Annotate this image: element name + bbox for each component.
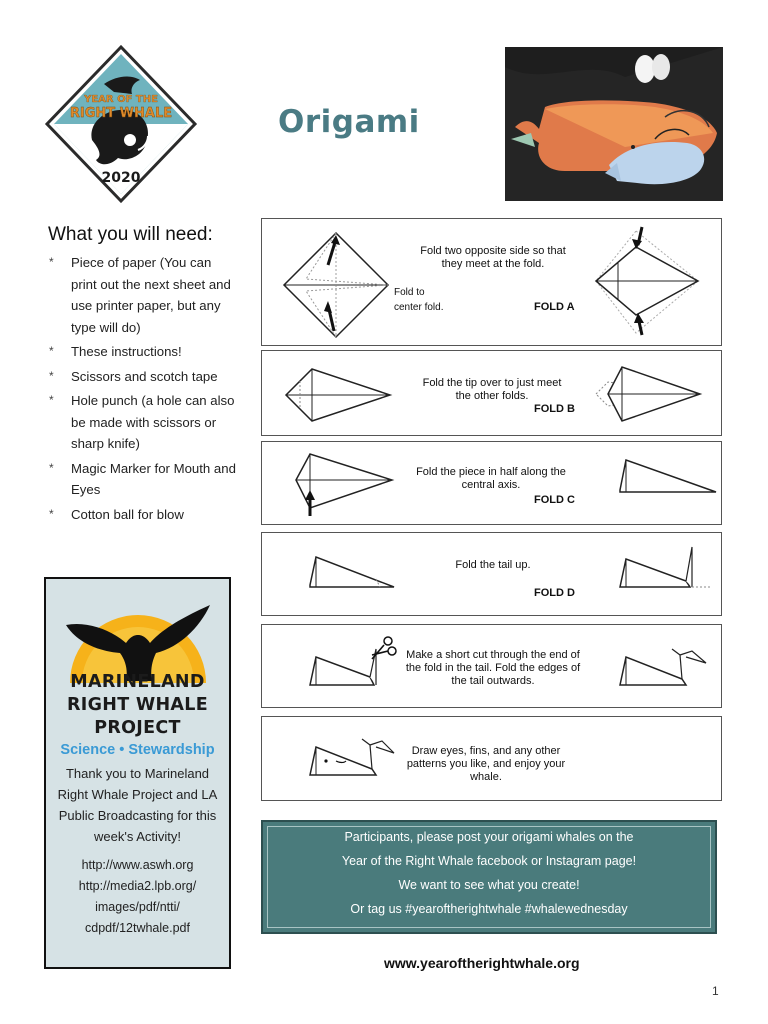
- sponsor-link[interactable]: cdpdf/12twhale.pdf: [85, 921, 190, 935]
- fold-c-text: Fold the piece in half along the central axis.: [416, 466, 566, 491]
- sponsor-name: MARINELAND RIGHT WHALE PROJECT: [67, 672, 208, 738]
- fold-d-text: Fold the tail up.: [455, 559, 531, 571]
- year-of-right-whale-badge: [44, 44, 198, 204]
- sponsor-links: [52, 855, 223, 939]
- bullet-icon: *: [49, 344, 54, 358]
- sponsor-link[interactable]: http://www.aswh.org: [81, 858, 194, 872]
- marineland-logo: [60, 591, 216, 683]
- fold-b-after-diagram: [590, 361, 704, 427]
- fold-a-after-diagram: [588, 223, 708, 341]
- website-link[interactable]: www.yearoftherightwhale.org: [384, 955, 580, 971]
- cut-before-diagram: [304, 633, 400, 691]
- needs-item: * Piece of paper (You can print out the next sheet and use printer paper, but any type will do): [48, 252, 238, 338]
- page-number: 1: [712, 984, 719, 998]
- cta-line: Or tag us #yearoftherightwhale #whalewednesday: [350, 902, 628, 916]
- needs-item: * Scissors and scotch tape: [48, 366, 238, 388]
- cta-line: We want to see what you create!: [398, 878, 580, 892]
- fold-a-text: Fold two opposite side so that they meet at the fold.: [420, 245, 566, 270]
- fold-d-after-diagram: [614, 543, 714, 595]
- fold-d-label: FOLD D: [534, 587, 575, 599]
- final-whale-diagram: [304, 735, 400, 781]
- fold-b-text: Fold the tip over to just meet the other folds.: [422, 377, 562, 402]
- cta-line: Participants, please post your origami whales on the: [344, 830, 634, 844]
- badge-line2: RIGHT WHALE: [69, 106, 173, 121]
- bullet-icon: *: [49, 460, 54, 475]
- bullet-icon: *: [49, 393, 54, 407]
- fold-step-cut: [261, 624, 722, 708]
- fold-step-b: [261, 350, 722, 436]
- needs-item: * Hole punch (a hole can also be made with scissors or sharp knife): [48, 390, 238, 455]
- origami-whale-photo: [505, 47, 723, 201]
- fold-a-before-diagram: [276, 225, 396, 341]
- fold-c-after-diagram: [612, 454, 720, 498]
- sponsor-thanks: Thank you to Marineland Right Whale Project and LA Public Broadcasting for this week's Activity!: [57, 766, 218, 844]
- fold-step-a: [261, 218, 722, 346]
- needs-item: * Magic Marker for Mouth and Eyes: [48, 458, 238, 501]
- needs-item: * These instructions!: [48, 341, 238, 363]
- bullet-icon: *: [49, 506, 54, 521]
- fold-step-final: [261, 716, 722, 801]
- fold-step-d: [261, 532, 722, 616]
- fold-a-subtext: Fold to center fold.: [394, 287, 444, 313]
- cut-text: Make a short cut through the end of the fold in the tail. Fold the edges of the tail outwards.: [405, 649, 581, 687]
- needs-item: * Cotton ball for blow: [48, 504, 238, 526]
- bullet-icon: *: [49, 255, 54, 269]
- scissors-icon: [372, 637, 396, 659]
- cut-after-diagram: [614, 641, 714, 691]
- final-text: Draw eyes, fins, and any other patterns you like, and enjoy your whale.: [406, 745, 566, 783]
- fold-a-label: FOLD A: [534, 301, 575, 313]
- fold-b-label: FOLD B: [534, 403, 575, 415]
- page-title: Origami: [278, 104, 420, 140]
- sponsor-box: [44, 577, 231, 969]
- fold-step-c: [261, 441, 722, 525]
- call-to-action-box: [261, 820, 717, 934]
- sponsor-tagline: Science • Stewardship: [60, 742, 215, 758]
- fold-c-label: FOLD C: [534, 494, 575, 506]
- fold-c-before-diagram: [288, 450, 396, 518]
- needs-list: [48, 252, 238, 528]
- fold-b-before-diagram: [280, 363, 394, 427]
- cta-line: Year of the Right Whale facebook or Instagram page!: [341, 854, 637, 868]
- bullet-icon: *: [49, 368, 54, 383]
- needs-heading: What you will need:: [48, 224, 213, 245]
- fold-d-before-diagram: [304, 549, 400, 593]
- badge-year: 2020: [101, 170, 141, 186]
- sponsor-link[interactable]: images/pdf/ntti/: [95, 900, 180, 914]
- sponsor-link[interactable]: http://media2.lpb.org/: [78, 879, 197, 893]
- badge-line1: YEAR OF THE: [84, 94, 158, 105]
